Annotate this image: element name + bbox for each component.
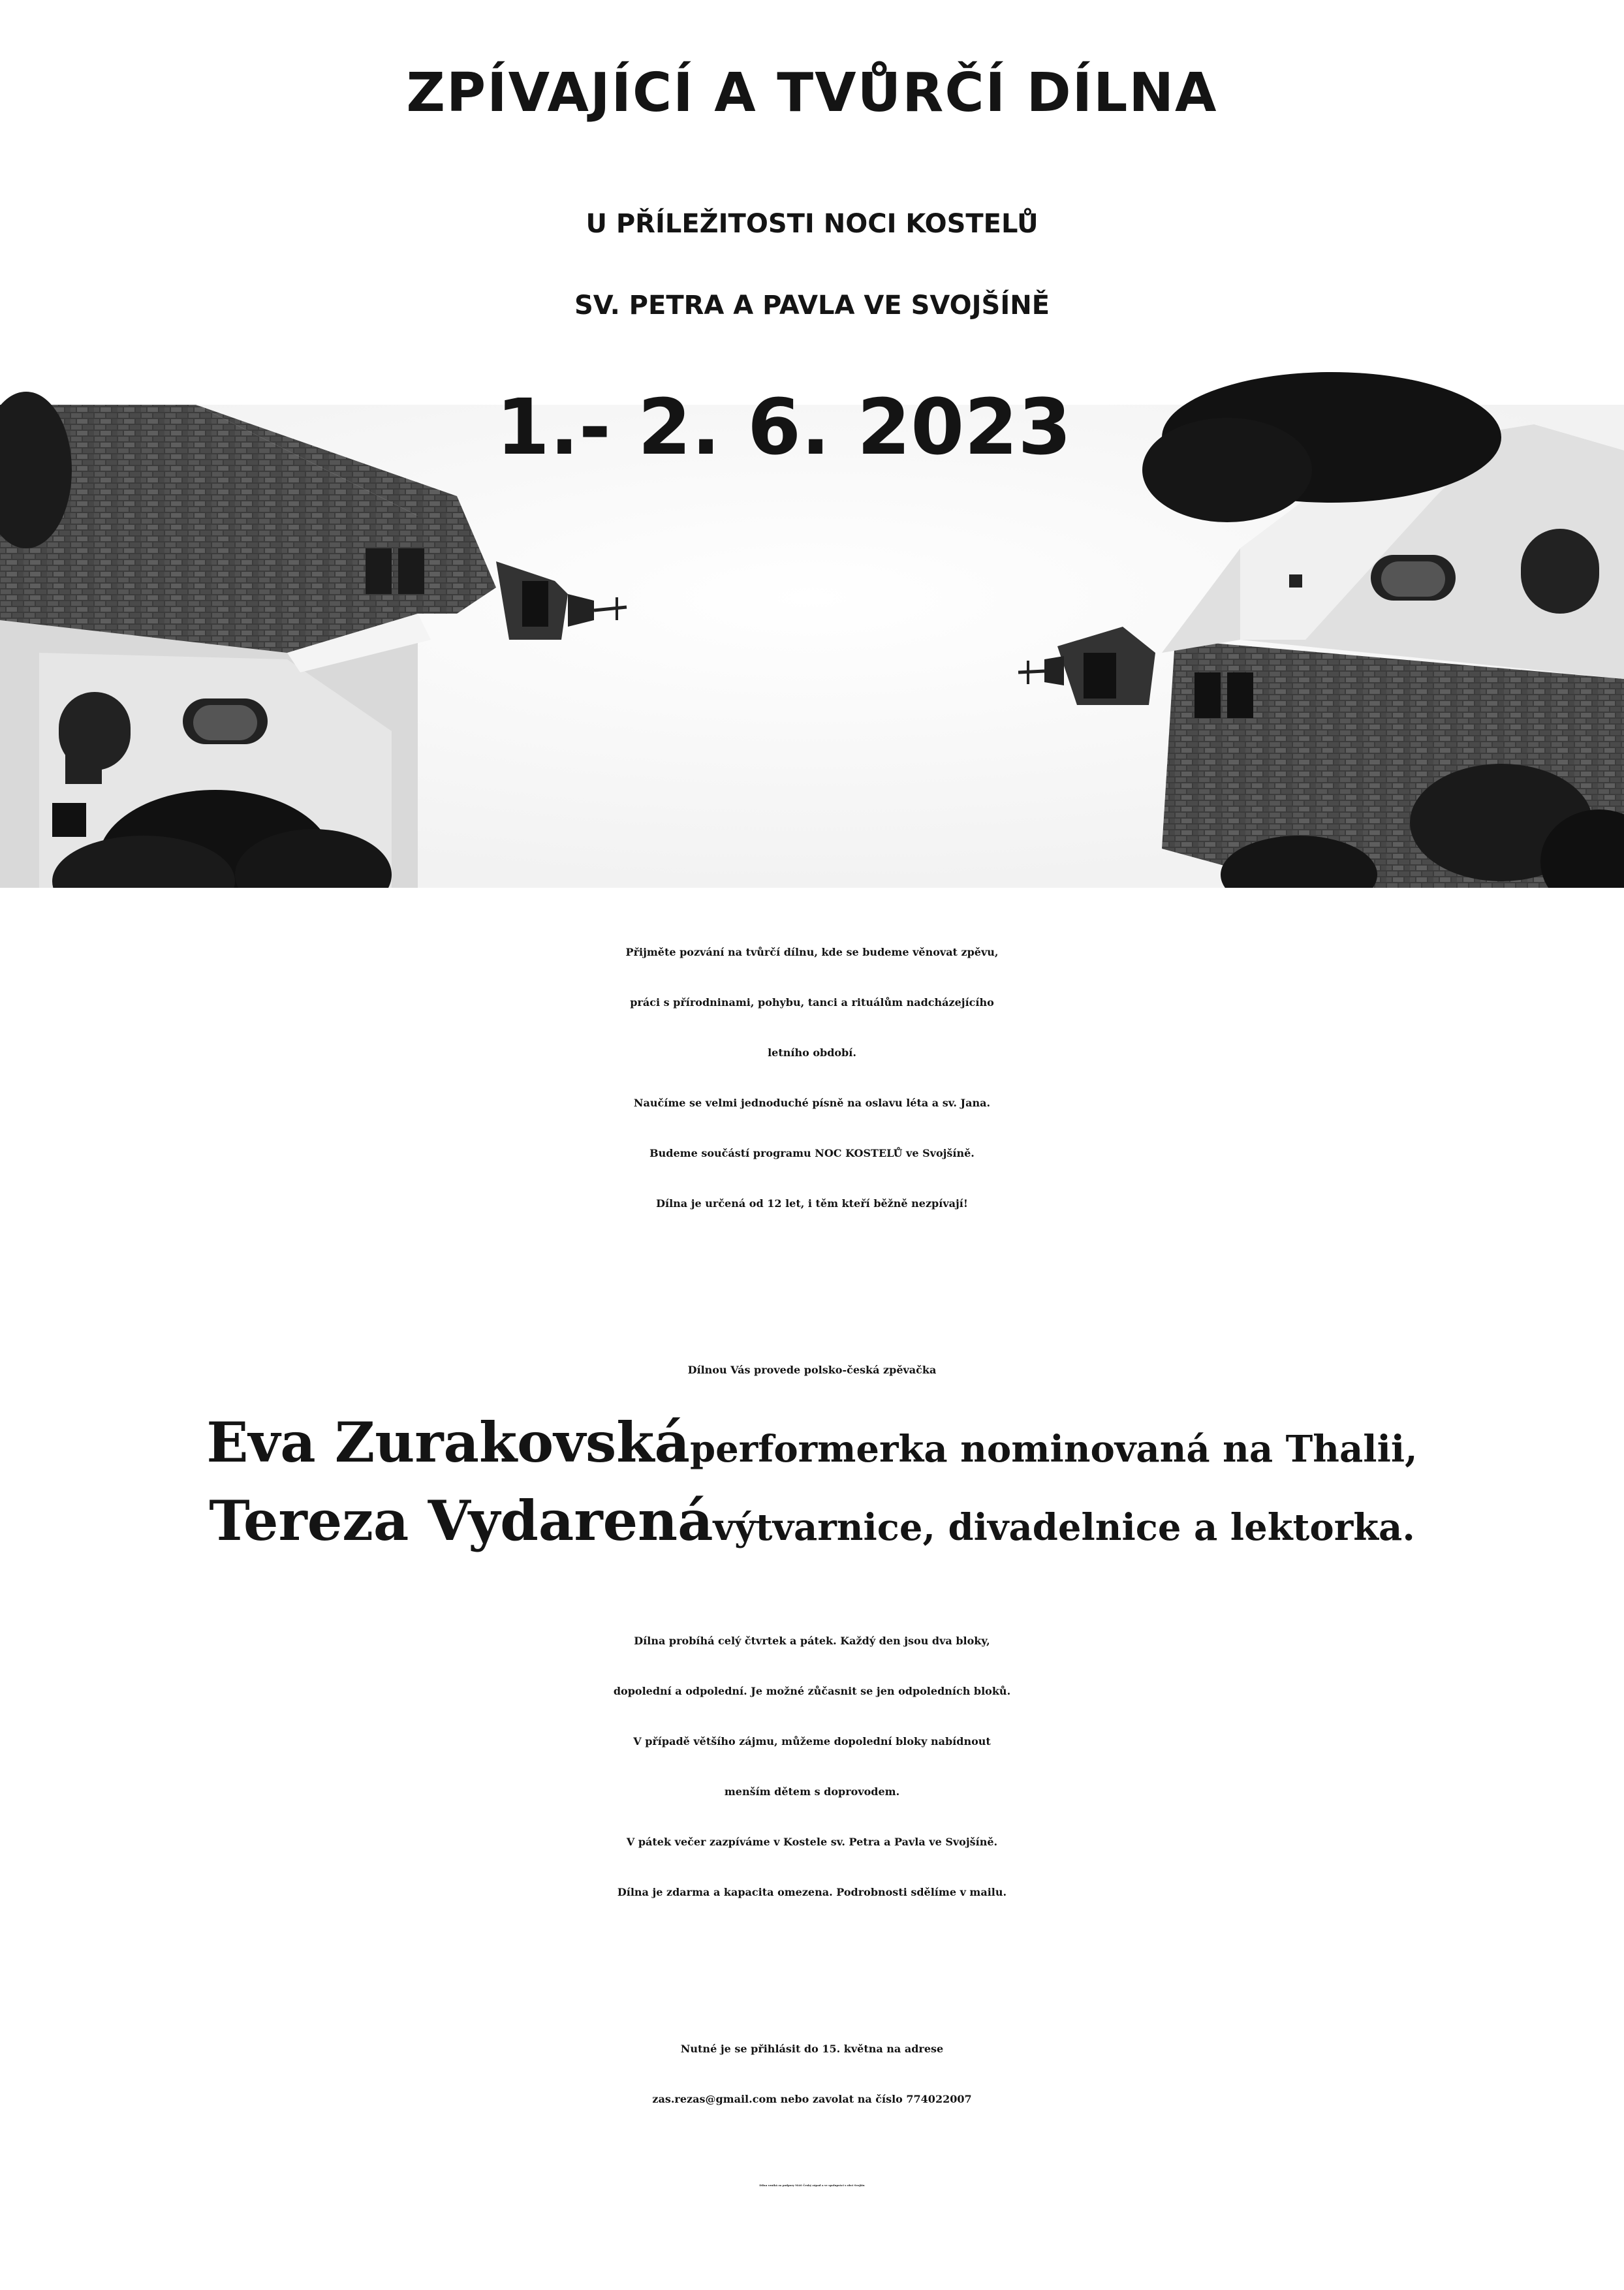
leader-role: výtvarnice, divadelnice a lektorka.: [713, 1506, 1415, 1549]
leader-eva: [0, 1410, 1624, 1475]
intro-line: Naučíme se velmi jednoduché písně na oslavu léta a sv. Jana.: [633, 1097, 991, 1109]
poster-title: ZPÍVAJÍCÍ A TVŮRČÍ DÍLNA: [406, 62, 1218, 124]
details-line: V pátek večer zazpíváme v Kostele sv. Petra a Pavla ve Svojšíně.: [626, 1836, 998, 1848]
intro-line: práci s přírodninami, pohybu, tanci a rituálům nadcházejícího: [630, 996, 994, 1009]
leader-name: Eva Zurakovská: [206, 1410, 690, 1475]
leader-role: performerka nominovaná na Thalii,: [689, 1428, 1418, 1471]
leader-name: Tereza Vydarená: [209, 1488, 713, 1553]
event-date: 1.- 2. 6. 2023: [496, 382, 1072, 472]
subtitle-line-2: SV. PETRA A PAVLA VE SVOJŠÍNĚ: [574, 290, 1050, 321]
intro-line: letního období.: [768, 1046, 856, 1059]
intro-line: Dílna je určená od 12 let, i těm kteří běžně nezpívají!: [656, 1197, 968, 1210]
leader-tereza: [0, 1488, 1624, 1553]
leaders-intro-text: Dílnou Vás provede polsko-česká zpěvačka: [687, 1364, 937, 1376]
subtitle-line-1: U PŘÍLEŽITOSTI NOCI KOSTELŮ: [586, 209, 1038, 239]
details-paragraph: [0, 1616, 1624, 1917]
details-line: V případě většího zájmu, můžeme dopolední bloky nabídnout: [633, 1735, 991, 1748]
intro-paragraph: [0, 927, 1624, 1229]
footer-credits: Dílna vzniká za podpory MAS Český západ a ve spolupráci s obcí Svojšín: [759, 2184, 865, 2187]
contact-paragraph: [0, 2024, 1624, 2124]
leaders-intro: [0, 1345, 1624, 1395]
details-line: menším dětem s doprovodem.: [724, 1785, 900, 1798]
intro-line: Budeme součástí programu NOC KOSTELŮ ve Svojšíně.: [649, 1147, 975, 1159]
details-line: Dílna probíhá celý čtvrtek a pátek. Každý den jsou dva bloky,: [634, 1635, 990, 1647]
details-line: Dílna je zdarma a kapacita omezena. Podrobnosti sdělíme v mailu.: [617, 1886, 1007, 1898]
intro-line: Přijměte pozvání na tvůrčí dílnu, kde se budeme věnovat zpěvu,: [625, 946, 999, 958]
contact-email-phone: zas.rezas@gmail.com nebo zavolat na číslo 774022007: [652, 2093, 972, 2105]
details-line: dopolední a odpolední. Je možné zůčasnit se jen odpoledních bloků.: [613, 1685, 1011, 1697]
contact-line: Nutné je se přihlásit do 15. května na adrese: [680, 2043, 944, 2055]
